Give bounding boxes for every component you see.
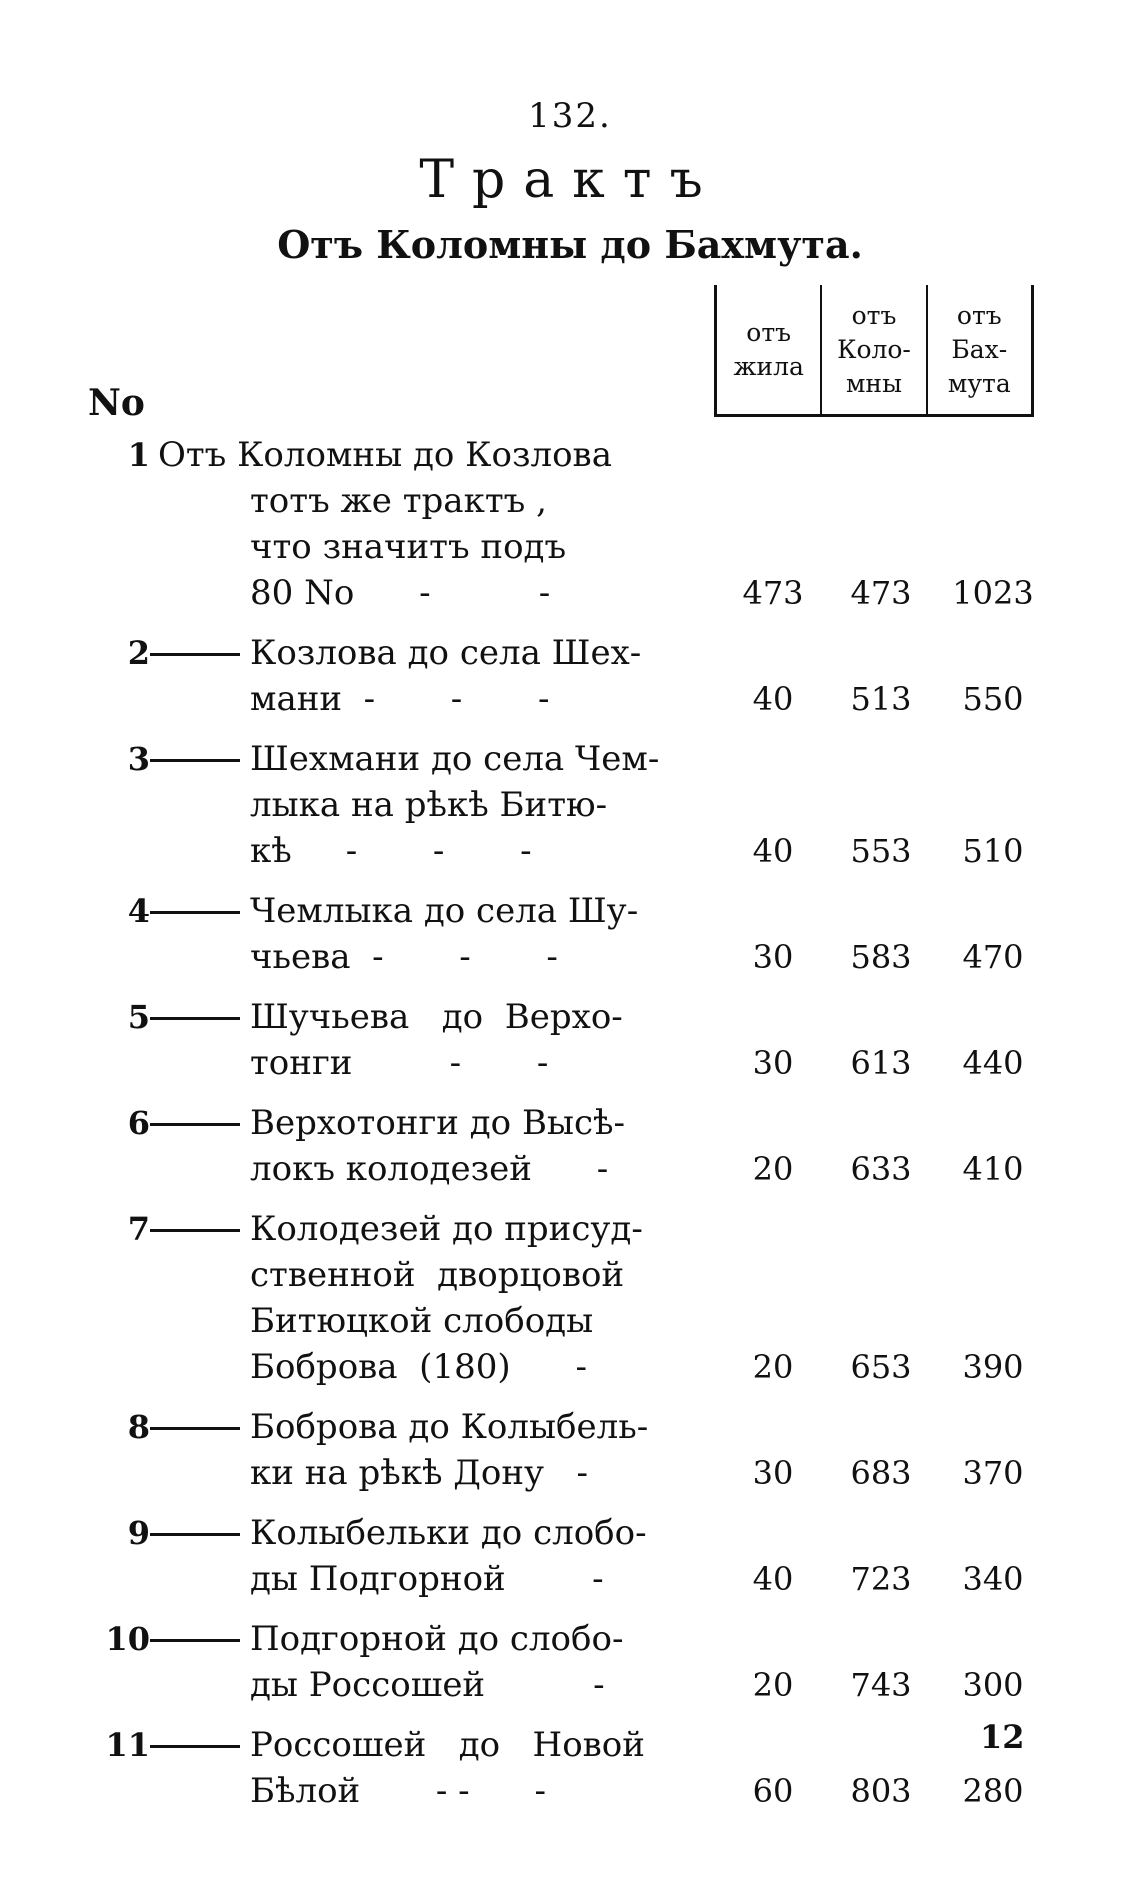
distance-from-kolomna: 743: [850, 1666, 912, 1704]
entry-number: 10: [105, 1620, 150, 1658]
ditto-dash: [150, 1639, 240, 1642]
distance-from-kolomna: 653: [850, 1348, 912, 1386]
entry-number: 1: [127, 436, 150, 474]
entry-number: 4: [127, 892, 150, 930]
distance-from-residence: 60: [752, 1772, 794, 1810]
entry-text-line: лыка на рѣкѣ Битю-: [250, 785, 608, 825]
entry-description: [158, 432, 718, 616]
entry-description: [250, 1722, 718, 1814]
distance-from-residence: 30: [752, 1454, 794, 1492]
distance-from-kolomna: 683: [850, 1454, 912, 1492]
entry-text-line: Козлова до села Шех-: [250, 633, 642, 673]
entry-description: [250, 630, 718, 722]
distance-from-bakhmut: 280: [962, 1772, 1024, 1810]
entry-text-line: ки на рѣкѣ Дону -: [250, 1453, 588, 1493]
entry-number: 6: [127, 1104, 150, 1142]
entry-number: 3: [127, 740, 150, 778]
distance-from-bakhmut: 1023: [952, 574, 1034, 612]
distance-from-residence: 40: [752, 680, 794, 718]
entry-description: [250, 888, 718, 980]
ditto-dash: [150, 911, 240, 914]
entry-text-line: Бѣлой - - -: [250, 1771, 546, 1811]
entry-text-line: Колодезей до присуд-: [250, 1209, 643, 1249]
distance-from-kolomna: 583: [850, 938, 912, 976]
entry-text-line: Подгорной до слобо-: [250, 1619, 624, 1659]
entry-description: [250, 1100, 718, 1192]
entry-text-line: ды Подгорной -: [250, 1559, 604, 1599]
page-subtitle: Отъ Коломны до Бахмута.: [277, 222, 863, 267]
entry-text-line: Россошей до Новой: [250, 1725, 645, 1765]
entry-text-line: чьева - - -: [250, 937, 558, 977]
entry-text-line: кѣ - - -: [250, 831, 532, 871]
entry-number: 11: [105, 1726, 150, 1764]
ditto-dash: [150, 1745, 240, 1748]
entry-text-line: Отъ Коломны до Козлова: [158, 435, 612, 475]
distance-from-residence: 40: [752, 832, 794, 870]
distance-from-bakhmut: 470: [962, 938, 1024, 976]
ditto-dash: [150, 1229, 240, 1232]
entry-description: [250, 1404, 718, 1496]
entry-description: [250, 736, 718, 874]
entry-number: 7: [127, 1210, 150, 1248]
entry-text-line: Колыбельки до слобо-: [250, 1513, 647, 1553]
distance-from-residence: 20: [752, 1150, 794, 1188]
distance-from-bakhmut: 390: [962, 1348, 1024, 1386]
entry-text-line: Боброва до Колыбель-: [250, 1407, 649, 1447]
signature-mark: 12: [980, 1718, 1025, 1756]
distance-from-residence: 473: [742, 574, 804, 612]
entry-text-line: Шучьева до Верхо-: [250, 997, 623, 1037]
entry-text-line: ственной дворцовой: [250, 1255, 625, 1295]
distance-from-residence: 20: [752, 1666, 794, 1704]
entry-number: 8: [127, 1408, 150, 1446]
distance-from-bakhmut: 370: [962, 1454, 1024, 1492]
column-header-from-kolomna: отъ Коло- мны: [822, 285, 927, 414]
entry-text-line: локъ колодезей -: [250, 1149, 609, 1189]
distance-from-residence: 30: [752, 1044, 794, 1082]
distance-from-bakhmut: 340: [962, 1560, 1024, 1598]
ditto-dash: [150, 759, 240, 762]
ditto-dash: [150, 1123, 240, 1126]
entry-text-line: ды Россошей -: [250, 1665, 605, 1705]
ditto-dash: [150, 1427, 240, 1430]
distance-from-bakhmut: 440: [962, 1044, 1024, 1082]
distance-from-bakhmut: 510: [962, 832, 1024, 870]
page-title: Трактъ: [419, 150, 721, 210]
distance-from-kolomna: 553: [850, 832, 912, 870]
distance-from-kolomna: 723: [850, 1560, 912, 1598]
distance-from-kolomna: 633: [850, 1150, 912, 1188]
entry-text-line: Верхотонги до Высѣ-: [250, 1103, 626, 1143]
entry-description: [250, 1510, 718, 1602]
distance-from-kolomna: 613: [850, 1044, 912, 1082]
column-header-from-bakhmut: отъ Бах- мута: [947, 300, 1011, 398]
ditto-dash: [150, 1017, 240, 1020]
entry-text-line: что значитъ подъ: [250, 527, 567, 567]
column-header-from-residence: отъ жила: [717, 285, 822, 414]
distance-from-residence: 40: [752, 1560, 794, 1598]
entry-text-line: Битюцкой слободы: [250, 1301, 594, 1341]
entry-description: [250, 994, 718, 1086]
entry-text-line: Боброва (180) -: [250, 1347, 587, 1387]
distance-from-kolomna: 473: [850, 574, 912, 612]
entry-text-line: тонги - -: [250, 1043, 549, 1083]
entry-text-line: 80 No - -: [250, 573, 551, 613]
entry-text-line: мани - - -: [250, 679, 550, 719]
distance-from-bakhmut: 410: [962, 1150, 1024, 1188]
number-column-label: No: [88, 382, 145, 424]
entry-text-line: Шехмани до села Чем-: [250, 739, 660, 779]
distance-from-residence: 20: [752, 1348, 794, 1386]
distance-from-kolomna: 803: [850, 1772, 912, 1810]
page-number: 132.: [528, 96, 612, 136]
entry-text-line: тотъ же трактъ ,: [250, 481, 547, 521]
entry-text-line: Чемлыка до села Шу-: [250, 891, 639, 931]
distance-from-kolomna: 513: [850, 680, 912, 718]
distance-from-bakhmut: 300: [962, 1666, 1024, 1704]
distance-from-residence: 30: [752, 938, 794, 976]
ditto-dash: [150, 653, 240, 656]
entry-number: 5: [127, 998, 150, 1036]
entry-description: [250, 1206, 718, 1390]
entry-number: 9: [127, 1514, 150, 1552]
ditto-dash: [150, 1533, 240, 1536]
entry-description: [250, 1616, 718, 1708]
entry-number: 2: [127, 634, 150, 672]
distance-from-bakhmut: 550: [962, 680, 1024, 718]
